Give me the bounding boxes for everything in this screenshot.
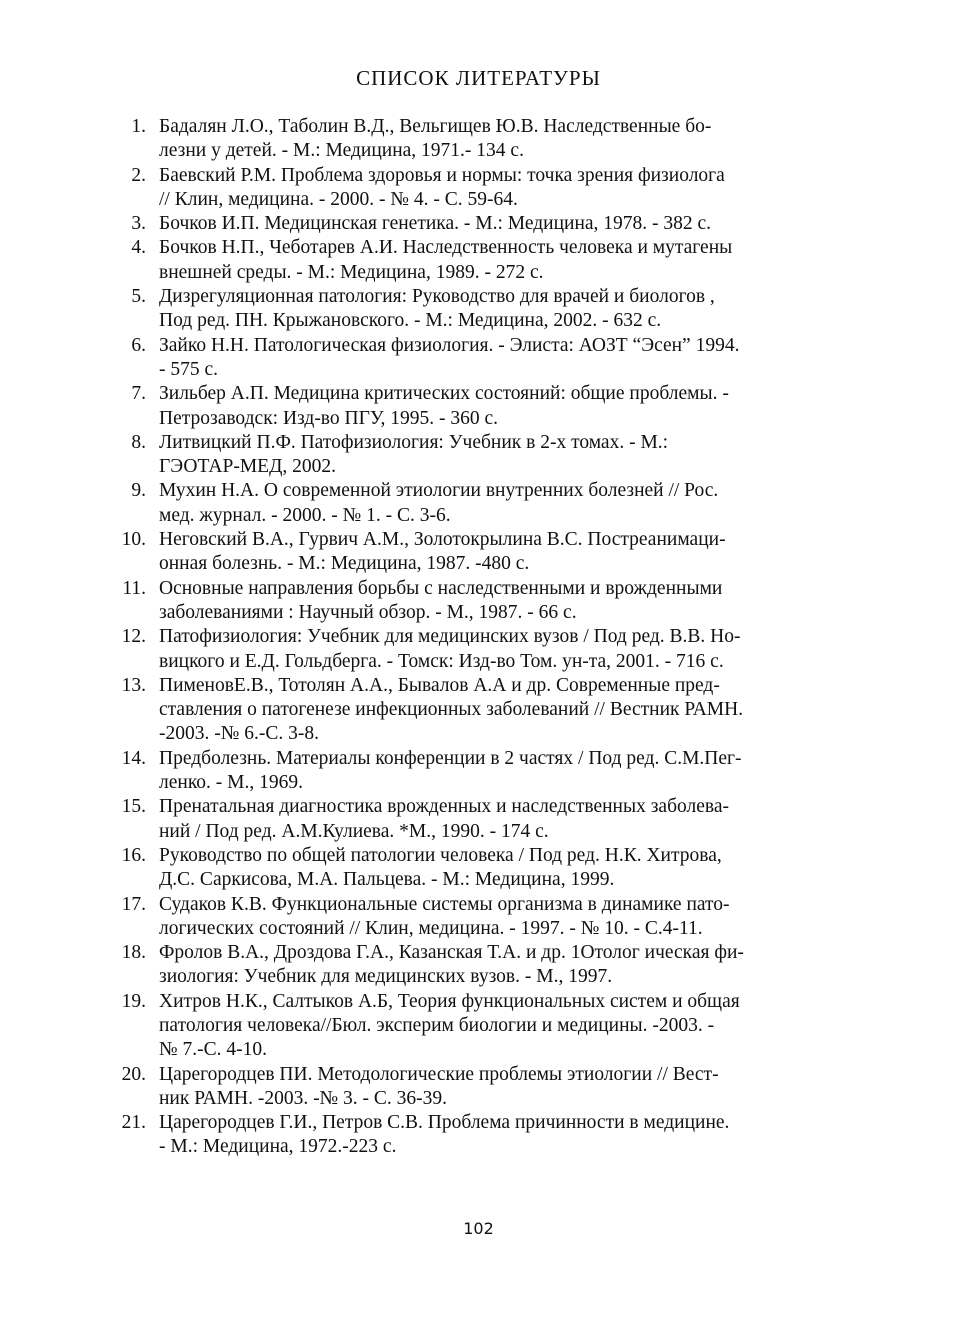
reference-number: 10. [121,529,146,551]
reference-text-line: Зайко Н.Н. Патологическая физиология. - Элиста: АОЗТ “Эсен” 1994. [159,334,740,356]
reference-number: 5. [131,286,146,308]
reference-item [108,795,868,844]
reference-item [108,1063,868,1112]
page-title: СПИСОК ЛИТЕРАТУРЫ [356,66,601,90]
reference-item [108,844,868,893]
reference-number: 21. [121,1112,146,1134]
reference-text-line: Царегородцев Г.И., Петров С.В. Проблема причинности в медицине. [159,1112,730,1134]
reference-item [108,1111,868,1160]
reference-text-line: Бочков И.П. Медицинская генетика. - М.: Медицина, 1978. - 382 с. [159,213,712,235]
reference-text-line: // Клин, медицина. - 2000. - № 4. - С. 59-64. [159,188,518,210]
reference-item [108,164,868,213]
reference-item [108,625,868,674]
reference-text-line: Патофизиология: Учебник для медицинских вузов / Под ред. В.В. Но- [159,626,741,648]
reference-item [108,236,868,285]
reference-item [108,990,868,1063]
reference-text-line: внешней среды. - М.: Медицина, 1989. - 272 с. [159,261,544,283]
reference-item [108,528,868,577]
reference-number: 2. [131,164,146,186]
reference-number: 6. [131,334,146,356]
reference-item [108,747,868,796]
reference-text-line: заболеваниями : Научный обзор. - М., 1987. - 66 с. [159,601,577,623]
reference-number: 15. [121,796,146,818]
reference-text-line: Под ред. ПН. Крыжановского. - М.: Медицина, 2002. - 632 с. [159,310,662,332]
reference-text-line: Баевский Р.М. Проблема здоровья и нормы: точка зрения физиолога [159,164,725,186]
reference-number: 16. [121,844,146,866]
reference-item [108,115,868,164]
reference-text-line: - 575 с. [159,358,219,380]
reference-text-line: ний / Под ред. А.М.Кулиева. *М., 1990. - 174 с. [159,820,549,842]
reference-item [108,334,868,383]
reference-item [108,285,868,334]
reference-number: 11. [122,577,146,599]
reference-text-line: ник РАМН. -2003. -№ 3. - С. 36-39. [159,1087,448,1109]
reference-number: 4. [131,237,146,259]
reference-text-line: ленко. - М., 1969. [159,772,304,794]
reference-item [108,479,868,528]
reference-text-line: вицкого и Е.Д. Гольдберга. - Томск: Изд-во Том. ун-та, 2001. - 716 с. [159,650,724,672]
reference-text-line: Основные направления борьбы с наследственными и врожденными [159,577,723,599]
reference-text-line: Пренатальная диагностика врожденных и наследственных заболева- [159,796,729,818]
reference-number: 14. [121,747,146,769]
reference-text-line: Дизрегуляционная патология: Руководство для врачей и биологов , [159,286,715,308]
reference-number: 9. [131,480,146,502]
reference-number: 18. [121,942,146,964]
reference-text-line: Хитров Н.К., Салтыков А.Б, Теория функциональных систем и общая [159,990,740,1012]
reference-item [108,212,868,236]
reference-list [108,115,868,1160]
reference-text-line: Петрозаводск: Изд-во ПГУ, 1995. - 360 с. [159,407,499,429]
reference-text-line: зиология: Учебник для медицинских вузов. - М., 1997. [159,966,613,988]
reference-number: 17. [121,893,146,915]
reference-text-line: логических состояний // Клин, медицина. - 1997. - № 10. - С.4-11. [159,917,703,939]
reference-text-line: онная болезнь. - М.: Медицина, 1987. -480 с. [159,553,530,575]
reference-text-line: Зильбер А.П. Медицина критических состояний: общие проблемы. - [159,383,729,405]
reference-text-line: Д.С. Саркисова, М.А. Пальцева. - М.: Медицина, 1999. [159,869,615,891]
reference-item [108,674,868,747]
reference-number: 19. [121,990,146,1012]
reference-text-line: Фролов В.А., Дроздова Г.А., Казанская Т.А. и др. 1Отолог ическая фи- [159,942,744,964]
reference-number: 1. [131,116,146,137]
reference-text-line: - М.: Медицина, 1972.-223 с. [159,1136,397,1158]
reference-item [108,431,868,480]
reference-text-line: лезни у детей. - М.: Медицина, 1971.- 134 с. [159,140,524,162]
reference-text-line: мед. журнал. - 2000. - № 1. - С. 3-6. [159,504,451,526]
page-number: 102 [463,1219,494,1238]
reference-text-line: ГЭОТАР-МЕД, 2002. [159,456,337,478]
reference-text-line: № 7.-С. 4-10. [159,1039,267,1061]
reference-text-line: Бадалян Л.О., Таболин В.Д., Вельгищев Ю.В. Наследственные бо- [159,116,712,137]
reference-number: 7. [131,383,146,405]
reference-item [108,893,868,942]
reference-text-line: ПименовЕ.В., Тотолян А.А., Бывалов А.А и др. Современные пред- [159,674,720,696]
reference-text-line: Судаков К.В. Функциональные системы организма в динамике пато- [159,893,730,915]
reference-text-line: Предболезнь. Материалы конференции в 2 частях / Под ред. С.М.Пег- [159,747,742,769]
reference-number: 20. [121,1063,146,1085]
reference-text-line: Литвицкий П.Ф. Патофизиология: Учебник в 2-х томах. - М.: [159,431,669,453]
reference-number: 12. [121,626,146,648]
reference-number: 8. [131,431,146,453]
reference-item [108,577,868,626]
reference-text-line: Царегородцев ПИ. Методологические проблемы этиологии // Вест- [159,1063,719,1085]
reference-text-line: Руководство по общей патологии человека / Под ред. Н.К. Хитрова, [159,844,722,866]
reference-text-line: ставления о патогенезе инфекционных заболеваний // Вестник РАМН. [159,699,744,721]
reference-number: 13. [121,674,146,696]
reference-text-line: Мухин Н.А. О современной этиологии внутренних болезней // Рос. [159,480,719,502]
reference-item [108,941,868,990]
reference-number: 3. [131,213,146,235]
reference-text-line: Бочков Н.П., Чеботарев А.И. Наследственность человека и мутагены [159,237,733,259]
reference-text-line: патология человека//Бюл. эксперим биологии и медицины. -2003. - [159,1014,715,1036]
reference-text-line: -2003. -№ 6.-С. 3-8. [159,723,319,745]
reference-item [108,382,868,431]
reference-text-line: Неговский В.А., Гурвич А.М., Золотокрылина В.С. Постреанимаци- [159,529,726,551]
